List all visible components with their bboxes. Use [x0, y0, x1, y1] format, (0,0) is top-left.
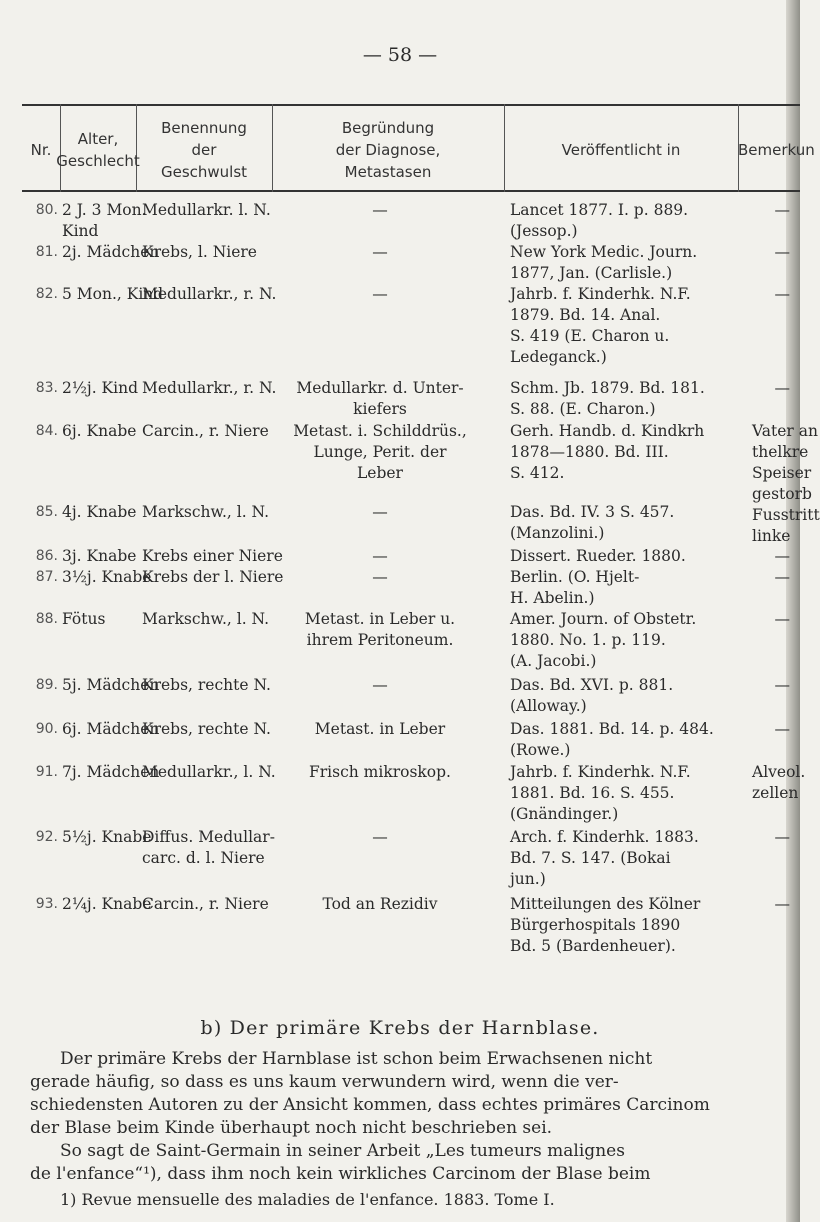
- cell-published: Dissert. Rueder. 1880. Berlin. (O. Hjelt- H. Abelin.): [510, 547, 686, 607]
- cell-published: Das. Bd. XVI. p. 881. (Alloway.): [510, 676, 674, 715]
- cell-age: 2 J. 3 Mon. Kind: [62, 201, 147, 240]
- cell-age: 3½j. Knabe: [62, 568, 152, 586]
- cell-published: Arch. f. Kinderhk. 1883. Bd. 7. S. 147. (Bokai jun.): [510, 828, 699, 888]
- cell-nr: 80.: [35, 202, 58, 218]
- paragraph-line: de l'enfance“¹), dass ihm noch kein wirkliches Carcinom der Blase beim: [30, 1164, 651, 1184]
- cell-nr: 84.: [35, 423, 58, 439]
- cell-published: New York Medic. Journ. 1877, Jan. (Carlisle.): [510, 243, 698, 282]
- cell-age: 4j. Knabe: [62, 503, 137, 521]
- cell-age: 6j. Mädchen: [62, 720, 160, 738]
- cell-nr: 87.: [35, 569, 58, 585]
- header-nr: Nr.: [30, 141, 52, 159]
- cell-published: Lancet 1877. I. p. 889. (Jessop.): [510, 201, 689, 240]
- cell-published: Mitteilungen des Kölner Bürgerhospitals 1890 Bd. 5 (Bardenheuer).: [510, 895, 701, 955]
- cell-nr: 92.: [35, 829, 58, 845]
- cell-age: 2¼j. Knabe: [62, 895, 152, 913]
- cell-name: Medullarkr., l. N.: [142, 763, 276, 781]
- table-header-rule: [22, 190, 800, 192]
- header-published: Veröffentlicht in: [561, 141, 681, 159]
- cell-diagnosis: —: [372, 676, 388, 694]
- paragraph-line: der Blase beim Kinde überhaupt noch nicht beschrieben sei.: [30, 1118, 553, 1138]
- cell-name: Medullarkr., r. N.: [142, 379, 277, 397]
- cell-remarks: Alveol. zellen: [752, 763, 806, 802]
- section-title: b) Der primäre Krebs der Harnblase.: [200, 1017, 600, 1039]
- cell-published: Jahrb. f. Kinderhk. N.F. 1879. Bd. 14. Anal. S. 419 (E. Charon u. Ledeganck.): [510, 285, 691, 366]
- cell-remarks: —: [774, 547, 790, 565]
- header-diagnosis: Begründung der Diagnose, Metastasen: [335, 119, 441, 181]
- cell-diagnosis: Medullarkr. d. Unter- kiefers: [296, 379, 464, 418]
- cell-published: Jahrb. f. Kinderhk. N.F. 1881. Bd. 16. S. 455. (Gnändinger.): [510, 763, 691, 823]
- cell-age: 2½j. Kind: [62, 379, 138, 397]
- cell-remarks: —: [774, 285, 790, 303]
- paragraph-line: schiedensten Autoren zu der Ansicht kommen, dass echtes primäres Carcinom: [30, 1095, 710, 1115]
- cell-remarks: —: [774, 243, 790, 261]
- paragraph-line: gerade häufig, so dass es uns kaum verwundern wird, wenn die ver-: [30, 1072, 619, 1092]
- cell-diagnosis: —: [372, 285, 388, 303]
- cell-remarks: —: [774, 720, 790, 738]
- cell-published: Das. 1881. Bd. 14. p. 484. (Rowe.): [510, 720, 714, 759]
- header-name: Benennung der Geschwulst: [160, 119, 248, 181]
- cell-diagnosis: Frisch mikroskop.: [309, 763, 451, 781]
- cell-name: Krebs, l. Niere: [142, 243, 257, 261]
- cell-age: Fötus: [62, 610, 106, 628]
- cell-diagnosis: Metast. i. Schilddrüs., Lunge, Perit. der Leber: [293, 422, 467, 482]
- cell-age: 3j. Knabe: [62, 547, 137, 565]
- cell-name: Carcin., r. Niere: [142, 422, 269, 440]
- cell-remarks: —: [774, 379, 790, 397]
- cell-diagnosis: Metast. in Leber u. ihrem Peritoneum.: [304, 610, 456, 649]
- cell-remarks: —: [774, 201, 790, 219]
- cell-diagnosis: —: [372, 568, 388, 586]
- cell-diagnosis: Tod an Rezidiv: [322, 895, 438, 913]
- paragraph-line: So sagt de Saint-Germain in seiner Arbeit „Les tumeurs malignes: [60, 1141, 625, 1161]
- cell-name: Krebs einer Niere: [142, 547, 283, 565]
- paragraph-line: Der primäre Krebs der Harnblase ist schon beim Erwachsenen nicht: [60, 1049, 653, 1069]
- cell-remarks: —: [774, 895, 790, 913]
- cell-nr: 83.: [35, 380, 58, 396]
- header-age: Alter, Geschlecht: [56, 130, 140, 170]
- cell-diagnosis: —: [372, 201, 388, 219]
- cell-nr: 82.: [35, 286, 58, 302]
- cell-diagnosis: —: [372, 243, 388, 261]
- cell-age: 5½j. Knabe: [62, 828, 152, 846]
- footnote: 1) Revue mensuelle des maladies de l'enfance. 1883. Tome I.: [60, 1190, 555, 1209]
- cell-remarks: —: [774, 676, 790, 694]
- cell-name: Medullarkr. l. N.: [142, 201, 271, 219]
- cell-name: Markschw., l. N.: [142, 610, 270, 628]
- cell-remarks: —: [774, 828, 790, 846]
- cell-nr: 81.: [35, 244, 58, 260]
- cell-diagnosis: Metast. in Leber: [314, 720, 446, 738]
- cell-nr: 93.: [35, 896, 58, 912]
- cell-nr: 90.: [35, 721, 58, 737]
- cell-nr: 85.: [35, 504, 58, 520]
- cell-diagnosis: —: [372, 547, 388, 565]
- cell-diagnosis: —: [372, 828, 388, 846]
- cell-nr: 91.: [35, 764, 58, 780]
- cell-name: Markschw., l. N.: [142, 503, 270, 521]
- cell-name: Krebs der l. Niere: [142, 568, 284, 586]
- cell-age: 5j. Mädchen: [62, 676, 160, 694]
- cell-nr: 86.: [35, 548, 58, 564]
- cell-published: Gerh. Handb. d. Kindkrh 1878—1880. Bd. III. S. 412.: [510, 422, 705, 482]
- cell-age: 2j. Mädchen: [62, 243, 160, 261]
- cell-name: Krebs, rechte N.: [142, 676, 271, 694]
- cell-name: Carcin., r. Niere: [142, 895, 269, 913]
- cell-remarks: Vater an thelkre Speiser gestorb Fusstritt linke: [752, 422, 820, 545]
- cell-published: Das. Bd. IV. 3 S. 457. (Manzolini.): [510, 503, 675, 542]
- cell-nr: 89.: [35, 677, 58, 693]
- cell-age: 6j. Knabe: [62, 422, 137, 440]
- header-remarks: Bemerkun: [738, 141, 815, 159]
- cell-name: Krebs, rechte N.: [142, 720, 271, 738]
- table-top-rule: [22, 104, 800, 106]
- cell-remarks: —: [774, 610, 790, 628]
- page-number: — 58 —: [362, 44, 438, 66]
- cell-age: 7j. Mädchen: [62, 763, 160, 781]
- cell-remarks: —: [774, 568, 790, 586]
- cell-nr: 88.: [35, 611, 58, 627]
- cell-diagnosis: —: [372, 503, 388, 521]
- cell-age: 5 Mon., Kind: [62, 285, 164, 303]
- cell-published: Amer. Journ. of Obstetr. 1880. No. 1. p. 119. (A. Jacobi.): [510, 610, 697, 670]
- cell-published: Schm. Jb. 1879. Bd. 181. S. 88. (E. Charon.): [510, 379, 705, 418]
- cell-name: Diffus. Medullar- carc. d. l. Niere: [142, 828, 275, 867]
- cell-name: Medullarkr., r. N.: [142, 285, 277, 303]
